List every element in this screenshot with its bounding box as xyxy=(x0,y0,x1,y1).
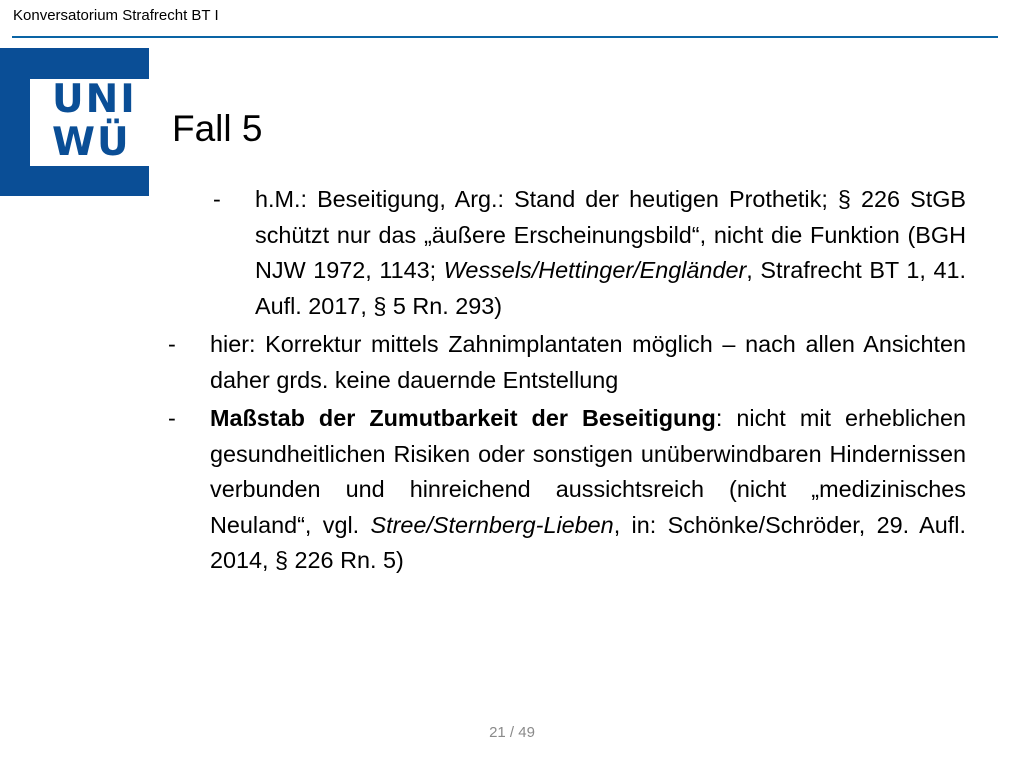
slide-content xyxy=(168,182,966,582)
bullet-dash: - xyxy=(213,186,221,212)
page-number: 21 / 49 xyxy=(489,724,535,741)
bullet-item-hm xyxy=(213,182,966,324)
logo-line-2: WÜ xyxy=(52,120,131,165)
header-divider xyxy=(12,36,998,38)
bullet-item-hier xyxy=(168,327,966,398)
text-part: , Strafrecht BT 1, 41. Aufl. 2017, § 5 Rn. 293) xyxy=(255,257,966,319)
logo-line-1: UNI xyxy=(52,77,137,122)
bullet-dash: - xyxy=(168,331,176,357)
bullet-dash: - xyxy=(168,405,176,431)
bullet-text: hier: Korrektur mittels Zahnimplantaten möglich – nach allen Ansichten daher grds. keine dauernde Entstellung xyxy=(210,331,966,393)
header-title: Konversatorium Strafrecht BT I xyxy=(13,7,219,24)
bold-term: Maßstab der Zumutbarkeit der Beseitigung xyxy=(210,405,716,431)
slide-title: Fall 5 xyxy=(172,108,263,149)
bullet-text xyxy=(210,401,966,579)
text-part: h.M.: Beseitigung, Arg.: Stand der heutigen Prothetik; § 226 StGB schützt nur das „äußere Erscheinungsbild“, nicht die Funktion (BGH NJW 1972, 1143; xyxy=(255,186,966,283)
university-logo xyxy=(0,48,149,196)
bullet-text xyxy=(255,182,966,324)
bullet-item-massstab xyxy=(168,401,966,579)
author-citation: Wessels/Hettinger/Engländer xyxy=(443,257,747,283)
text-part: , in: Schönke/Schröder, 29. Aufl. 2014, § 226 Rn. 5) xyxy=(210,511,966,573)
author-citation: Stree/Sternberg-Lieben xyxy=(370,511,614,538)
text-part: : nicht mit erheblichen gesundheitlichen Risiken oder sonstigen unüberwindbaren Hindernissen verbunden und hinreichend aussichtsreich (nicht „medizinisches Neuland“, vgl. xyxy=(210,405,966,538)
logo-text xyxy=(52,78,152,164)
